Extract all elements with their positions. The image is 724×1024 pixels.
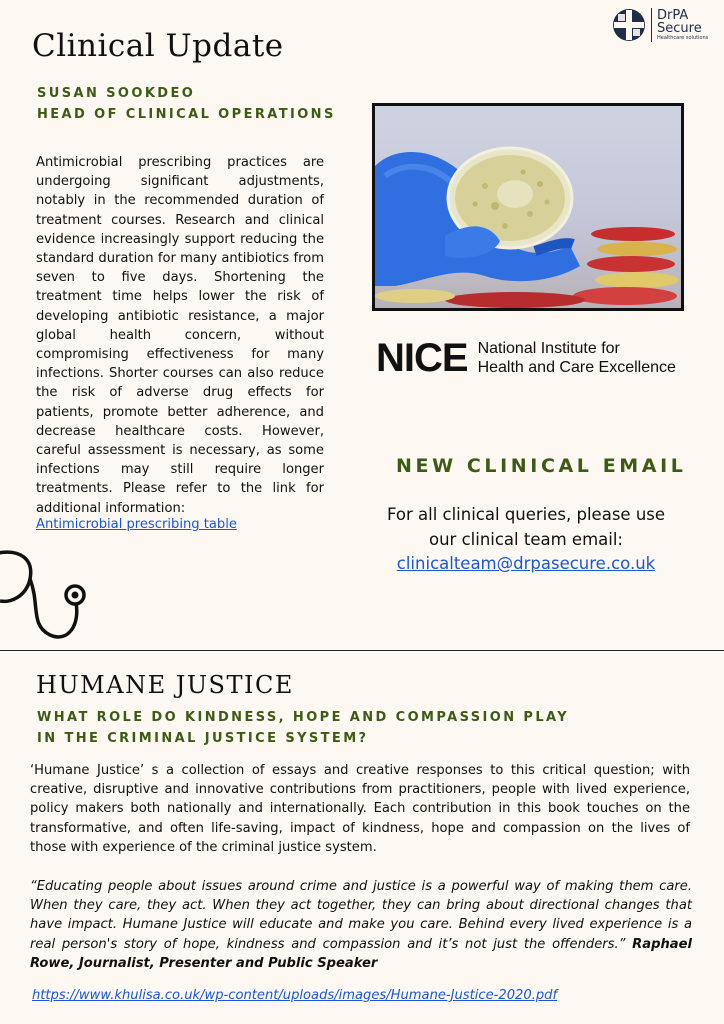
quote-author: Raphael Rowe, Journalist, Presenter and Public Speaker <box>30 936 692 971</box>
clinical-email-link[interactable]: clinicalteam@drpasecure.co.uk <box>396 554 656 573</box>
nice-line1: National Institute for <box>477 340 620 357</box>
logo-tagline: Healthcare solutions <box>657 35 709 41</box>
logo-divider <box>651 8 652 42</box>
author-name: SUSAN SOOKDEO <box>37 86 196 101</box>
logo-text <box>657 9 708 41</box>
email-heading: NEW CLINICAL EMAIL <box>396 455 687 477</box>
justice-paragraph: ‘Humane Justice’ s a collection of essays and creative responses to this critical question; with creative, disruptive and innovative contributions from practitioners, people with lived experience, policy makers both nationally and internationally. Each contribution in this book touches on the transformative, and often life-saving, impact of kindness, hope and compassion on the lives of those with experience of the criminal justice system. <box>30 763 690 855</box>
logo-cross-icon <box>612 8 646 42</box>
quote-text: “Educating people about issues around crime and justice is a powerful way of making them care. When they care, they act. When they act together, they can bring about directional changes that have impact. Humane Justice will educate and make you care. Behind every lived experience is a real person's story of hope, kindness and compassion and it’s not just the offenders.” <box>30 879 692 952</box>
company-logo <box>612 6 718 44</box>
prescribing-table-link[interactable]: Antimicrobial prescribing table <box>36 517 237 532</box>
nice-logo <box>376 338 676 378</box>
author-role: HEAD OF CLINICAL OPERATIONS <box>37 107 336 122</box>
nice-subtitle <box>478 339 676 377</box>
logo-name-line2: Secure <box>657 21 702 36</box>
nice-wordmark: NICE <box>376 336 468 380</box>
page-title: Clinical Update <box>32 28 284 64</box>
email-text-line2: our clinical team email: <box>429 530 623 549</box>
justice-subtitle-line1: WHAT ROLE DO KINDNESS, HOPE AND COMPASSION PLAY <box>37 710 570 725</box>
email-text-line1: For all clinical queries, please use <box>386 505 666 524</box>
section-divider <box>0 650 724 651</box>
justice-subtitle-line2: IN THE CRIMINAL JUSTICE SYSTEM? <box>37 731 369 746</box>
petri-dish-illustration <box>375 106 681 308</box>
logo-name-line1: DrPA <box>657 8 689 23</box>
justice-quote <box>30 877 692 973</box>
justice-title: HUMANE JUSTICE <box>36 671 294 699</box>
humane-justice-pdf-link[interactable]: https://www.khulisa.co.uk/wp-content/uploads/images/Humane-Justice-2020.pdf <box>32 988 558 1003</box>
petri-dish-photo <box>372 103 684 311</box>
intro-paragraph: Antimicrobial prescribing practices are undergoing significant adjustments, notably in the recommended duration of treatment courses. Research and clinical evidence increasingly support reducing the standard duration for many antibiotics from seven to five days. Shortening the treatment time helps lower the risk of developing antibiotic resistance, a major global health concern, without compromising effectiveness for many infections. Shorter courses can also reduce the risk of adverse drug effects for patients, promote better adherence, and decrease healthcare costs. However, careful assessment is necessary, as some infections may still require longer treatments. Please refer to the link for additional information: <box>36 155 324 516</box>
nice-line2: Health and Care Excellence <box>477 359 676 376</box>
stethoscope-icon <box>0 545 92 645</box>
